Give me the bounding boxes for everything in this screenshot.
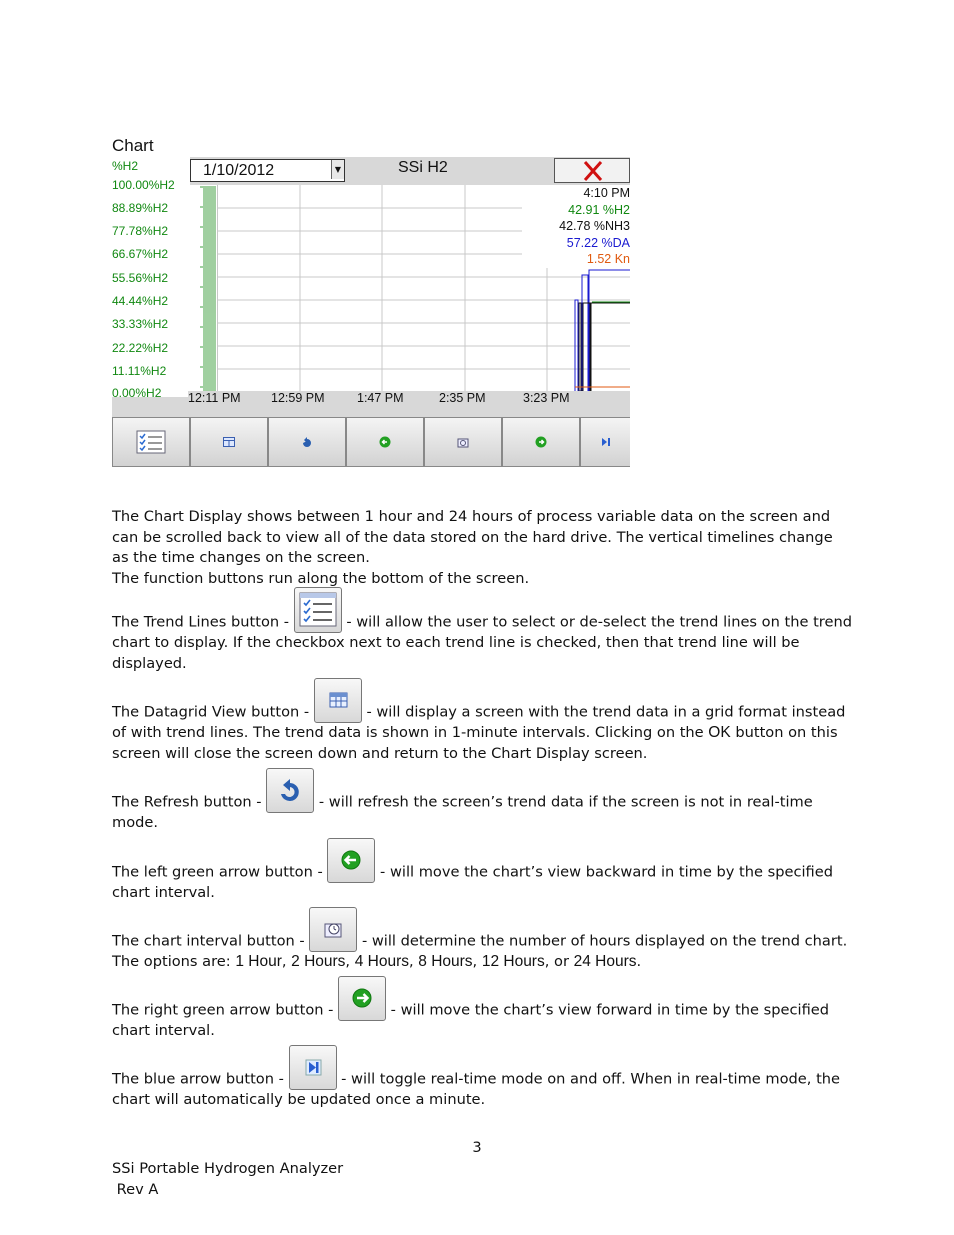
readout-h2: 42.91 %H2 — [568, 202, 630, 217]
x-label: 1:47 PM — [357, 391, 404, 405]
section-heading: Chart — [112, 136, 154, 155]
trend-lines-description — [112, 587, 852, 674]
y-label: 22.22%H2 — [112, 341, 169, 355]
right-arrow-button[interactable] — [502, 417, 580, 467]
y-axis-ticks — [200, 185, 216, 391]
interval-option: 8 Hours — [418, 953, 473, 970]
interval-option: 24 Hours — [573, 953, 637, 970]
text-run: , or — [544, 953, 574, 970]
y-label: 88.89%H2 — [112, 201, 169, 215]
real-time-button[interactable] — [580, 417, 630, 467]
text-run: - will display a screen with the trend data in a grid format instead of with trend lines. The trend data is shown in 1-minute intervals. Clicking on the — [112, 703, 846, 741]
x-label: 3:23 PM — [523, 391, 570, 405]
text-run: , — [472, 953, 482, 970]
y-label: 55.56%H2 — [112, 271, 169, 285]
text-run: The Datagrid View button - — [112, 703, 314, 721]
document-title: SSi Portable Hydrogen Analyzer — [112, 1160, 344, 1177]
interval-option: 1 Hour — [235, 953, 282, 970]
datagrid-button-image — [314, 678, 362, 723]
skip-forward-icon — [601, 437, 611, 447]
page-number: 3 — [472, 1139, 482, 1156]
document-revision: Rev A — [112, 1181, 159, 1198]
grid-icon — [223, 437, 235, 447]
clock-icon — [457, 436, 469, 448]
text-run: The chart interval button - — [112, 932, 310, 950]
left-arrow-button[interactable] — [346, 417, 424, 467]
interval-option: 4 Hours — [354, 953, 409, 970]
close-button[interactable] — [554, 158, 630, 183]
y-label: 0.00%H2 — [112, 386, 162, 400]
trend-lines-button-image — [294, 587, 342, 633]
x-label: 2:35 PM — [439, 391, 486, 405]
readout-da: 57.22 %DA — [566, 235, 630, 250]
text-run: , — [281, 953, 292, 970]
text-run: - will move the chart’s view forward in time by the specified chart interval. — [112, 1001, 830, 1039]
clock-icon — [310, 908, 356, 951]
blue-arrow-button-image — [289, 1045, 337, 1090]
interval-option: 2 Hours — [291, 953, 346, 970]
y-unit-label: %H2 — [112, 159, 139, 173]
function-button-row — [112, 417, 630, 467]
y-label: 44.44%H2 — [112, 294, 169, 308]
intro-text-2: The function buttons run along the bottom of the screen. — [112, 569, 530, 587]
intro-paragraph — [112, 507, 852, 589]
chevron-down-icon[interactable]: ▼ — [331, 160, 344, 179]
y-label: 11.11%H2 — [112, 364, 167, 378]
y-label: 33.33%H2 — [112, 317, 169, 331]
text-run: , — [408, 953, 419, 970]
readout-kn: 1.52 Kn — [586, 252, 630, 266]
text-run: The Refresh button - — [112, 793, 267, 811]
chart-screenshot — [112, 157, 630, 467]
ok-label: OK — [708, 724, 731, 741]
checklist-icon — [295, 588, 341, 632]
text-run: button on this screen will close the screen down and return to the Chart Display screen. — [112, 724, 838, 762]
current-readouts — [522, 185, 630, 268]
datagrid-view-button[interactable] — [190, 417, 268, 467]
text-run: The blue arrow button - — [112, 1070, 289, 1088]
skip-forward-icon — [290, 1046, 336, 1089]
x-label: 12:11 PM — [188, 391, 241, 405]
text-run: - will refresh the screen’s trend data if the screen is not in real-time mode. — [112, 793, 813, 831]
grid-icon — [315, 679, 361, 722]
left-arrow-button-image — [327, 838, 375, 883]
refresh-button-image — [266, 768, 314, 813]
text-run: The Trend Lines button - — [112, 613, 294, 631]
y-label: 100.00%H2 — [112, 178, 175, 192]
blue-arrow-description — [112, 1045, 852, 1111]
readout-time: 4:10 PM — [583, 186, 630, 200]
text-run: The left green arrow button - — [112, 863, 328, 881]
checklist-icon — [136, 430, 166, 454]
text-run: . — [636, 953, 642, 970]
left-arrow-description — [112, 838, 852, 904]
text-run: - will move the chart’s view backward in time by the specified chart interval. — [112, 863, 833, 901]
y-label: 77.78%H2 — [112, 224, 169, 238]
refresh-icon — [301, 436, 313, 448]
text-run: - will determine the number of hours displayed on the trend chart. The options are: — [112, 932, 848, 970]
right-arrow-button-image — [338, 976, 386, 1021]
y-label: 66.67%H2 — [112, 247, 169, 261]
text-run: - will toggle real-time mode on and off. When in real-time mode, the chart will automatically be updated once a minute. — [112, 1070, 841, 1108]
refresh-icon — [267, 769, 313, 812]
right-arrow-description — [112, 976, 852, 1042]
right-green-arrow-icon — [339, 977, 385, 1020]
datagrid-description — [112, 678, 852, 764]
text-run: The right green arrow button - — [112, 1001, 339, 1019]
refresh-description — [112, 768, 852, 834]
x-axis-labels — [188, 391, 630, 417]
intro-text: The Chart Display shows between 1 hour and 24 hours of process variable data on the screen and can be scrolled back to view all of the data stored on the hard drive. The vertical timelines change as the time changes on the screen. — [112, 508, 833, 567]
trend-lines-button[interactable] — [112, 417, 190, 467]
right-green-arrow-icon — [535, 436, 547, 448]
interval-description — [112, 907, 852, 973]
interval-option: 12 Hours — [481, 953, 545, 970]
text-run: - will allow the user to select or de-select the trend lines on the trend chart to display. If the checkbox next to each trend line is checked, then that trend line will be displayed. — [112, 613, 852, 672]
chart-interval-button[interactable] — [424, 417, 502, 467]
chart-title: SSi H2 — [398, 159, 448, 176]
text-run: , — [345, 953, 355, 970]
date-picker[interactable]: 1/10/2012 — [190, 159, 345, 182]
refresh-button[interactable] — [268, 417, 346, 467]
close-icon — [555, 159, 629, 182]
left-green-arrow-icon — [379, 436, 391, 448]
readout-nh3: 42.78 %NH3 — [559, 219, 630, 233]
x-label: 12:59 PM — [271, 391, 325, 405]
left-green-arrow-icon — [328, 839, 374, 882]
chart-interval-button-image — [309, 907, 357, 952]
